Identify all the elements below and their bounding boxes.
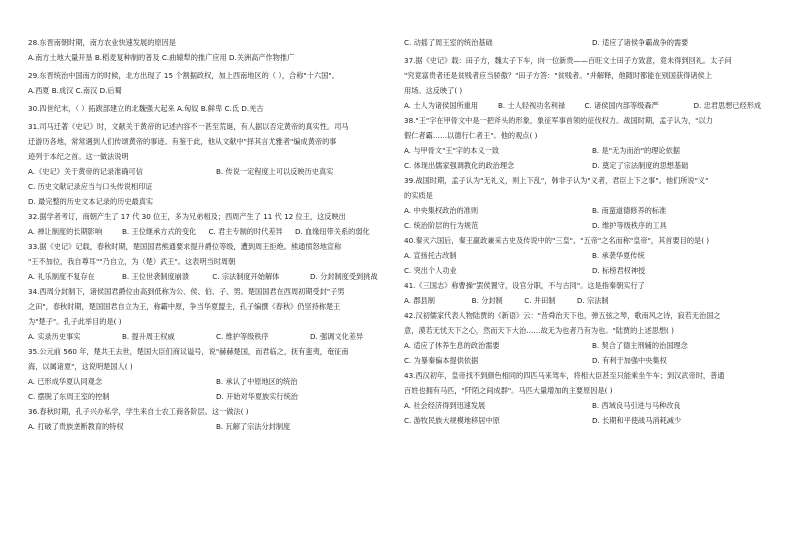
q43-option-a: A. 社会经济得到迅速发展 <box>404 401 486 410</box>
q33-option-b: B. 王位世袭制度崩溃 <box>122 272 190 281</box>
q38-option-a: A. 与甲骨文"王"字的本义一致 <box>404 146 500 155</box>
q39-option-d: D. 维护等级秩序的工具 <box>592 221 667 230</box>
q40-options-cd <box>404 266 780 276</box>
q33-option-d: D. 分封制度受到挑战 <box>309 272 378 281</box>
q35-option-c: C. 摆脱了东周王室的控制 <box>28 392 110 401</box>
q34-option-a: A. 实录历史事实 <box>28 332 81 341</box>
q34-options <box>28 332 404 342</box>
q32-line-1: 32.据学者考订，商朝产生了 17 代 30 位王，多为兄弟相及；西周产生了 11 代 12 位王，这反映出 <box>28 212 346 221</box>
q42-option-a: A. 适应了休养生息的政治需要 <box>404 341 500 350</box>
q40-option-d: D. 标榜君权神授 <box>592 266 646 275</box>
q37-line-1: 37.据《史记》载：田子方，魏太子下车，向一位新贵——百旺文士田子方致意，竟未得到回礼。太子问 <box>404 56 732 65</box>
q31-line-3: 迹列于本纪之首。这一做法说明 <box>28 152 129 161</box>
q32-options <box>28 227 404 237</box>
q32-option-c: C. 君主专制的时代差异 <box>208 227 283 236</box>
q38-line-2: 假仁者霸……以德行仁者王"。他的观点( ) <box>404 131 538 140</box>
q43-option-b: B. 西域良马引进与马种改良 <box>592 401 681 410</box>
q43-line-2: 百姓也拥有马匹，"阡陌之间成群"。马匹大量增加的主要原因是( ) <box>404 386 613 395</box>
q32-option-a: A. 禅让制度的长期影响 <box>28 227 103 236</box>
q37-option-d: D. 忠君思想已经形成 <box>693 101 762 110</box>
q36-options-ab <box>28 422 404 432</box>
q30-stem: 30.四世纪末，（ ）拓跋部建立的北魏强大起来 A.匈奴 B.鲜卑 C.氐 D.羌古 <box>28 104 264 113</box>
q31-options-ab <box>28 167 404 177</box>
q36-option-b: B. 瓦解了宗法分封制度 <box>216 422 291 431</box>
q35-line-1: 35.公元前 560 年，楚共王去世，楚国大臣们商议谥号，说"赫赫楚国，而君临之，抚有蛮夷，奄征南 <box>28 347 349 356</box>
q43-line-1: 43.西汉初年，皇帝找不到颜色相同的四匹马来驾车，将相大臣甚至只能乘坐牛车；到汉武帝时，普通 <box>404 371 725 380</box>
q29-options: A.西夏 B.成汉 C.南汉 D.后蜀 <box>28 86 122 95</box>
q37-option-a: A. 士人为诸侯国所重用 <box>404 101 479 110</box>
q33-line-2: "王不加位，我自尊耳""乃自立，为（楚）武王"。这表明当时周朝 <box>28 257 236 266</box>
q43-options-ab <box>404 401 780 411</box>
q34-option-c: C. 维护等级秩序 <box>216 332 269 341</box>
q42-line-1: 42.汉初儒家代表人物陆贾的《新语》云："昔舜治天下也，弹五弦之琴，歌南风之诗，寂若无治国之 <box>404 311 721 320</box>
q39-option-c: C. 统治阶层的行为规范 <box>404 221 479 230</box>
q31-option-c: C. 历史文献记录应当与口头传说相印证 <box>28 182 153 191</box>
q37-options <box>404 101 780 111</box>
q34-line-2: 之田"，春秋时期，楚国国君自立为王，称霸中原，争当华夏盟主，孔子编撰《春秋》仍坚持称楚王 <box>28 302 341 311</box>
q37-option-c: C. 诸侯国内部等级森严 <box>584 101 659 110</box>
q37-line-2: "究竟富贵者还是贫贱者应当骄傲？"田子方答："贫贱者。"并解释，他随时都能在别国获得诸侯上 <box>404 71 712 80</box>
q31-line-2: 迁游历各地，常常遇到人们传颂黄帝的事迹。有鉴于此，他从文献中"择其言尤雅者"编成黄帝的事 <box>28 137 337 146</box>
q34-line-3: 为"楚子"。孔子此举目的是( ) <box>28 317 122 326</box>
q40-option-b: B. 承袭华夏传统 <box>592 251 645 260</box>
q38-option-b: B. 是"无为而治"的理论依据 <box>592 146 680 155</box>
q39-options-ab <box>404 206 780 216</box>
q42-option-b: B. 契合了德主刑辅的治国理念 <box>592 341 688 350</box>
q28-options: A.南方土地大量开垦 B.稻麦复种制的普及 C.曲辕犁的推广应用 D.关洲高产作物推广 <box>28 53 295 62</box>
q31-option-b: B. 传说一定程度上可以反映历史真实 <box>216 167 334 176</box>
q35-option-d: D. 开始对华夏族实行统治 <box>216 392 298 401</box>
q41-option-b: B. 分封制 <box>471 296 503 305</box>
q34-line-1: 34.西周分封制下，诸侯国君爵位由高到低称为公、侯、伯、子、男。楚国国君在西周初期受封"子男 <box>28 287 345 296</box>
right-column <box>404 38 780 426</box>
q42-option-d: D. 有利于加强中央集权 <box>592 356 667 365</box>
q38-options-cd <box>404 161 780 171</box>
q39-options-cd <box>404 221 780 231</box>
q29-stem: 29.东晋统治中国南方的时候，北方出现了 15 个割据政权，加上西南地区的（ ），合称"十六国"。 <box>28 71 339 80</box>
q43-options-cd <box>404 416 780 426</box>
q36-option-d: D. 适应了诸侯争霸战争的需要 <box>592 38 689 47</box>
q33-option-c: C. 宗法制度开始解体 <box>212 272 280 281</box>
q39-line-2: 的实质是 <box>404 191 433 200</box>
q36-line-1: 36.春秋时期，孔子兴办私学，学生来自士农工商各阶层。这一做法( ) <box>28 407 249 416</box>
q35-option-b: B. 承认了中原地区的统治 <box>216 377 298 386</box>
q42-options-cd <box>404 356 780 366</box>
q33-options <box>28 272 404 282</box>
q37-option-b: B. 士人轻视功名利禄 <box>498 101 566 110</box>
q35-options-cd <box>28 392 404 402</box>
q33-option-a: A. 礼乐制度不复存在 <box>28 272 95 281</box>
q37-line-3: 用场。这反映了( ) <box>404 86 463 95</box>
q39-option-a: A. 中央集权政治的准则 <box>404 206 479 215</box>
q39-line-1: 39.战国时期，孟子认为"无礼义，则上下乱"，韩非子认为"义者，君臣上下之事"。他们所说"义" <box>404 176 709 185</box>
q38-option-d: D. 奠定了宗法制度的思想基础 <box>592 161 689 170</box>
q39-option-b: B. 南蛮道德修养的标准 <box>592 206 667 215</box>
q35-option-a: A. 已形成华夏认同观念 <box>28 377 103 386</box>
q42-option-c: C. 为暴秦偏本提供依据 <box>404 356 479 365</box>
q35-line-2: 海，以属诸夏"，这说明楚国人( ) <box>28 362 133 371</box>
q36-option-a: A. 打破了贵族垄断教育的特权 <box>28 422 124 431</box>
q34-option-b: B. 提升周王权威 <box>122 332 175 341</box>
q42-line-2: 意，漠若无忧天下之心，然而天下大治……故无为也者乃有为也。"陆贾的上述思想( ) <box>404 326 674 335</box>
q38-options-ab <box>404 146 780 156</box>
q31-line-1: 31.司马迁著《史记》时，文献关于黄帝的记述内容不一甚至荒诞，有人据以否定黄帝的真实性。司马 <box>28 122 349 131</box>
q38-option-c: C. 体现出儒家强调教化的政治理念 <box>404 161 515 170</box>
q34-option-d: D. 强调文化差异 <box>310 332 364 341</box>
q31-option-a: A.《史记》关于黄帝的记录准确可信 <box>28 167 143 176</box>
q42-options-ab <box>404 341 780 351</box>
q36-options-cd <box>404 38 780 48</box>
q28-stem: 28.东晋南朝时期，南方农业快速发展的原因是 <box>28 38 176 47</box>
q41-line-1: 41.《三国志》称曹操"罢侯置守，设官分职，不与古同"。这是指秦朝实行了 <box>404 281 645 290</box>
q43-option-d: D. 长期和平使战马消耗减少 <box>592 416 682 425</box>
q33-line-1: 33.据《史记》记载，春秋时期，楚国国君熊通要求提升爵位等级，遭到周王拒绝。熊通愤怒地宣称 <box>28 242 342 251</box>
q40-option-a: A. 宣扬托古改制 <box>404 251 457 260</box>
q40-options-ab <box>404 251 780 261</box>
q43-option-c: C. 游牧民族大规模地移居中原 <box>404 416 500 425</box>
q36-option-c: C. 动摇了周王室的统治基础 <box>404 38 493 47</box>
q32-option-b: B. 王位继承方式的变化 <box>122 227 197 236</box>
left-column <box>28 38 404 432</box>
q41-options <box>404 296 780 306</box>
q31-option-d: D. 最完整的历史文本记录的历史最真实 <box>28 197 154 206</box>
q41-option-d: D. 宗法制 <box>576 296 609 305</box>
q40-option-c: C. 突出个人功业 <box>404 266 457 275</box>
q38-line-1: 38."王"字在甲骨文中是一把斧头的形象，象征军事首领的征伐权力。战国时期，孟子认为，"以力 <box>404 116 713 125</box>
q32-option-d: D. 血缘纽带关系的弱化 <box>294 227 370 236</box>
q41-option-c: C. 井田制 <box>524 296 556 305</box>
q40-line-1: 40.秦灭六国后，秦王嬴政兼采古史及传说中的"三皇"、"五帝"之名而称"皇帝"，其首要目的是( ) <box>404 236 710 245</box>
q35-options-ab <box>28 377 404 387</box>
q41-option-a: A. 郡县制 <box>404 296 435 305</box>
